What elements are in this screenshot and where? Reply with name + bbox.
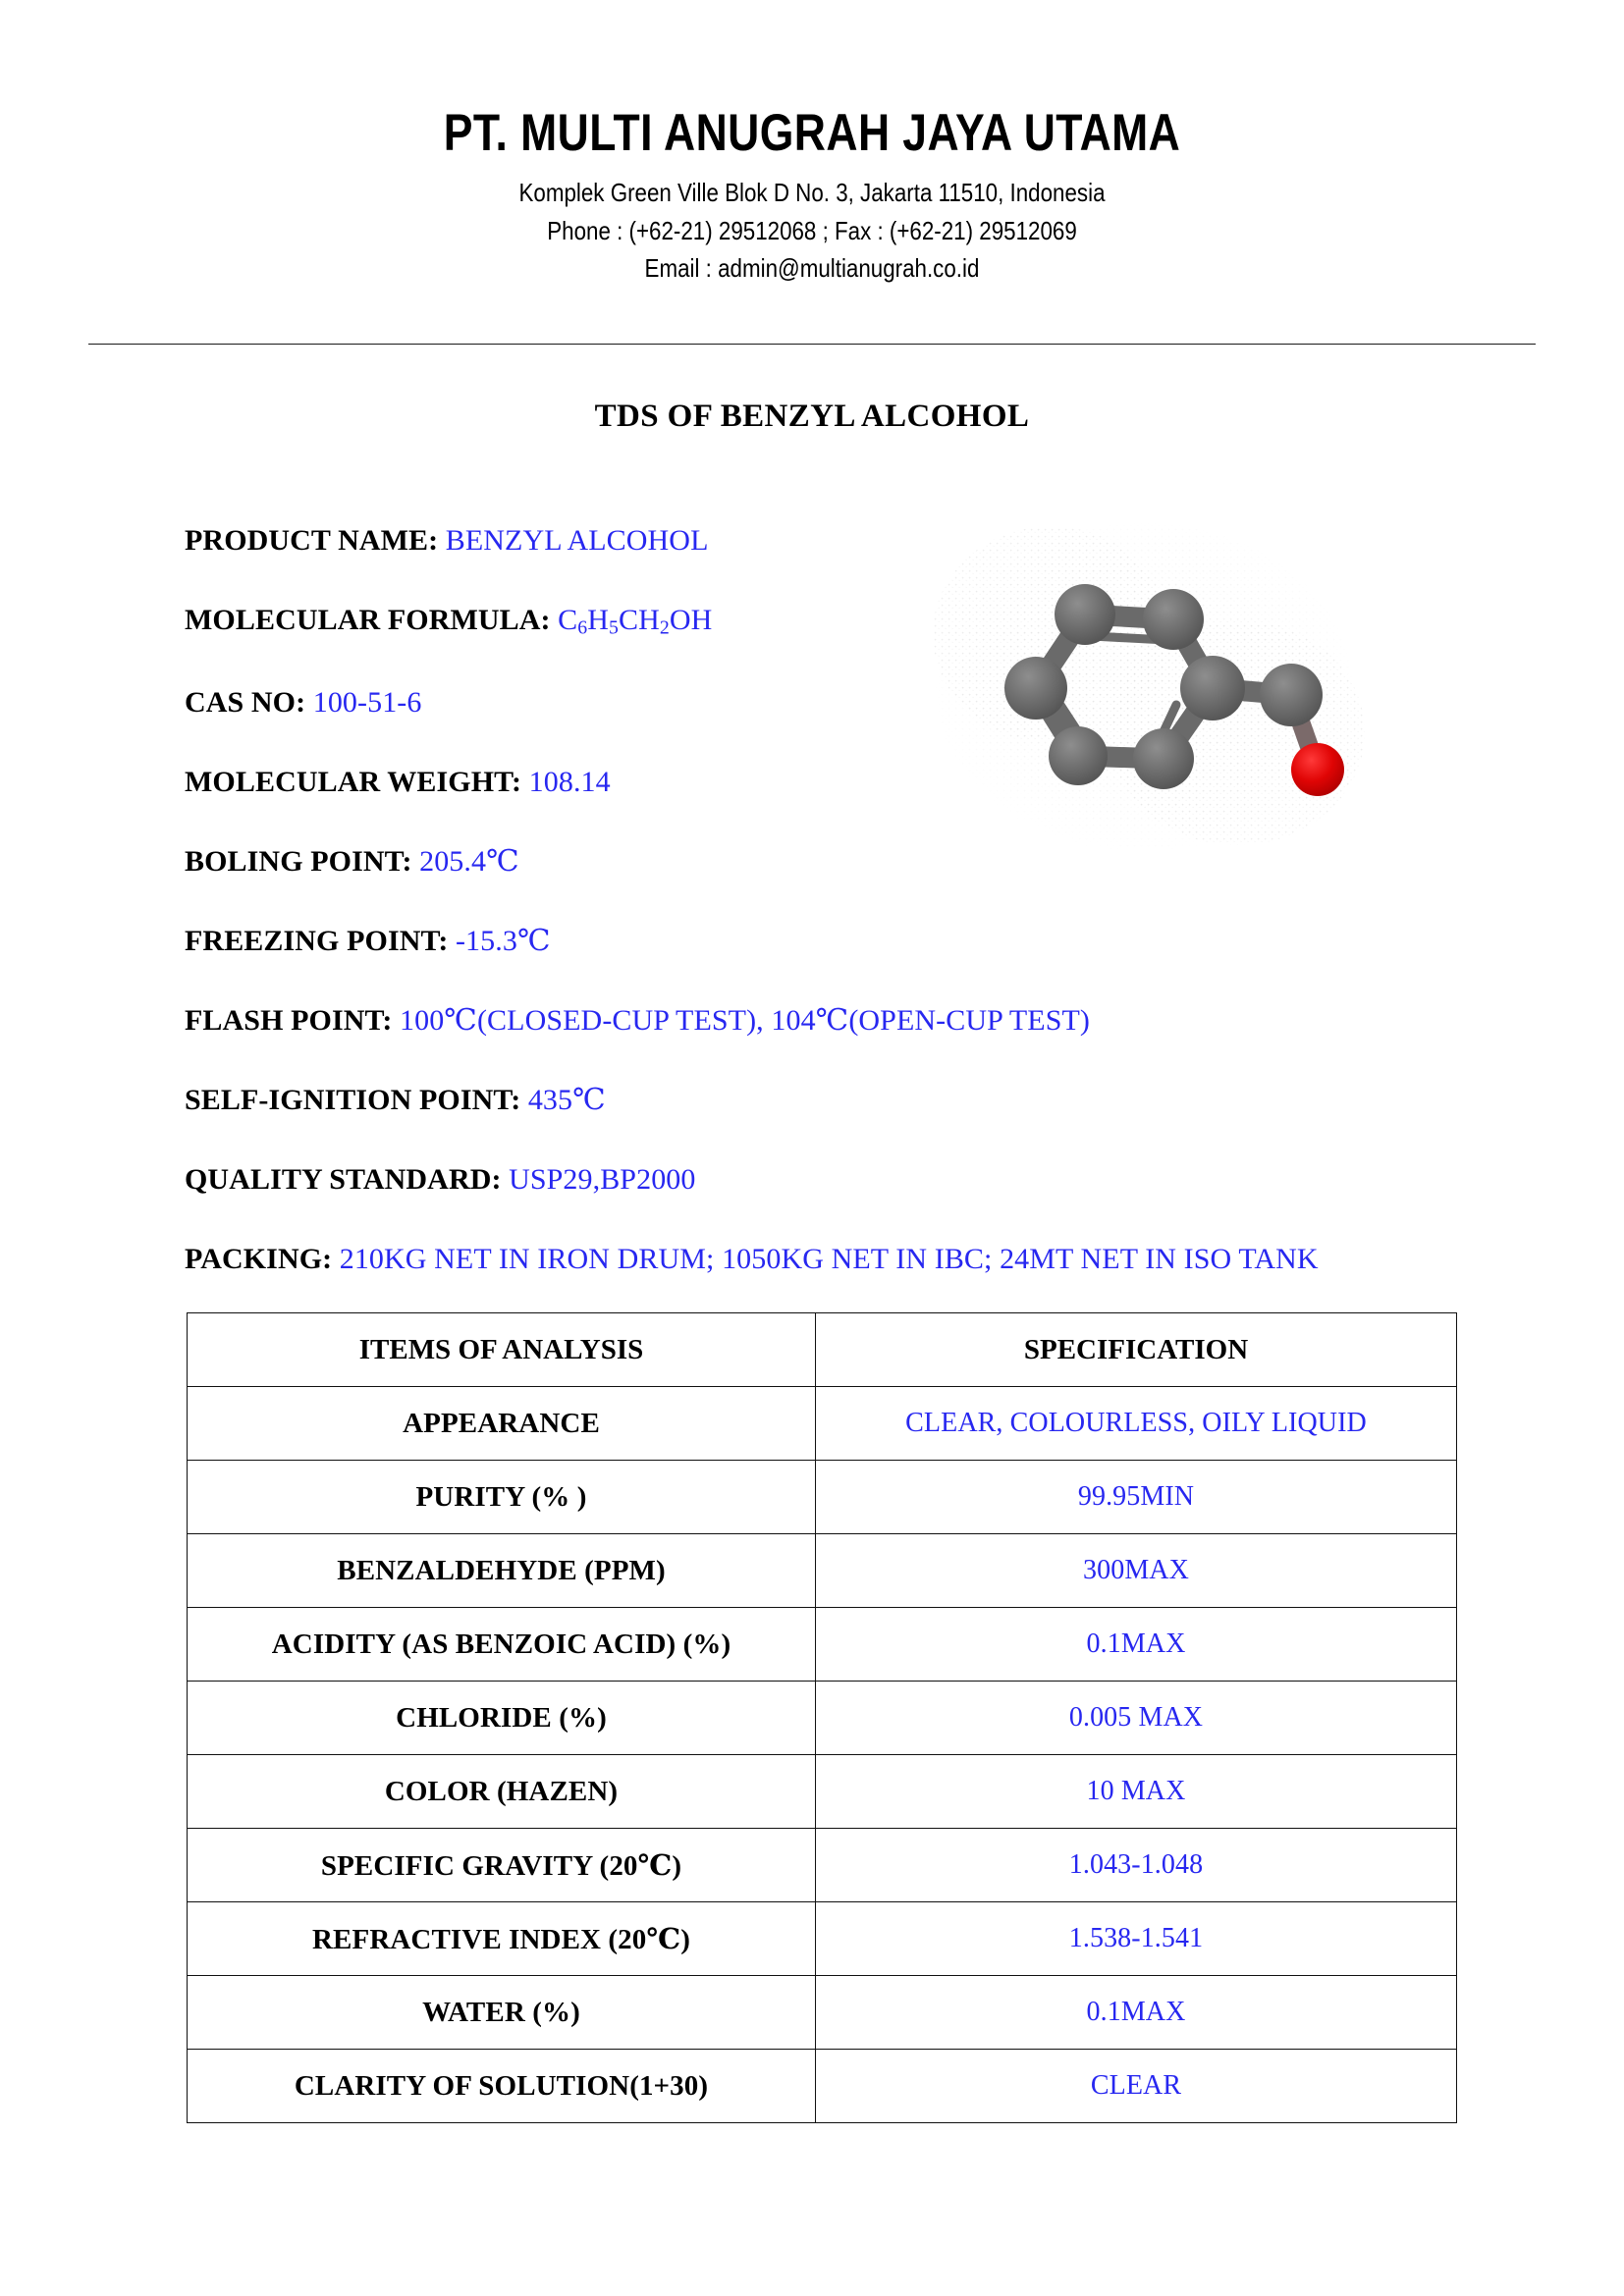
specification-cell: 300MAX bbox=[816, 1534, 1457, 1608]
company-name: PT. MULTI ANUGRAH JAYA UTAMA bbox=[443, 104, 1181, 162]
page-title: TDS OF BENZYL ALCOHOL bbox=[594, 399, 1030, 434]
column-header-specification: SPECIFICATION bbox=[816, 1313, 1457, 1387]
property-row bbox=[185, 1006, 1451, 1036]
specification-cell: 0.005 MAX bbox=[816, 1682, 1457, 1755]
analysis-item-cell: WATER (%) bbox=[188, 1976, 816, 2050]
specification-cell: 10 MAX bbox=[816, 1755, 1457, 1829]
table-row bbox=[188, 1387, 1457, 1461]
analysis-item-cell: SPECIFIC GRAVITY (20℃) bbox=[188, 1829, 816, 1902]
company-email: Email : admin@multianugrah.co.id bbox=[644, 253, 980, 284]
property-label: PACKING: bbox=[185, 1243, 333, 1276]
table-row bbox=[188, 1682, 1457, 1755]
specification-cell: 0.1MAX bbox=[816, 1976, 1457, 2050]
specification-cell: CLEAR bbox=[816, 2050, 1457, 2123]
table-row bbox=[188, 1608, 1457, 1682]
property-value: USP29,BP2000 bbox=[509, 1163, 696, 1197]
analysis-item-cell: PURITY (% ) bbox=[188, 1461, 816, 1534]
benzyl-alcohol-molecule-image bbox=[913, 487, 1394, 909]
table-row bbox=[188, 1829, 1457, 1902]
property-row bbox=[185, 1165, 1451, 1195]
analysis-item-cell: CHLORIDE (%) bbox=[188, 1682, 816, 1755]
analysis-item-cell: REFRACTIVE INDEX (20℃) bbox=[188, 1902, 816, 1976]
property-row bbox=[185, 1245, 1451, 1274]
property-value: 435℃ bbox=[527, 1084, 606, 1117]
property-label: MOLECULAR FORMULA: bbox=[185, 604, 551, 636]
table-row bbox=[188, 1534, 1457, 1608]
table-row bbox=[188, 1976, 1457, 2050]
table-body bbox=[188, 1387, 1457, 2123]
molecular-formula-value: $C_6H_5CH_2OH$ bbox=[558, 604, 713, 639]
property-value: -15.3℃ bbox=[455, 925, 551, 958]
property-label: FREEZING POINT: bbox=[185, 925, 449, 958]
property-label: FLASH POINT: bbox=[185, 1004, 393, 1038]
table-row bbox=[188, 2050, 1457, 2123]
property-label: QUALITY STANDARD: bbox=[185, 1163, 502, 1197]
table-row bbox=[188, 1461, 1457, 1534]
property-value: BENZYL ALCOHOL bbox=[445, 524, 709, 557]
specification-cell: 99.95MIN bbox=[816, 1461, 1457, 1534]
column-header-items: ITEMS OF ANALYSIS bbox=[188, 1313, 816, 1387]
analysis-item-cell: CLARITY OF SOLUTION(1+30) bbox=[188, 2050, 816, 2123]
specification-cell: 0.1MAX bbox=[816, 1608, 1457, 1682]
property-label: SELF-IGNITION POINT: bbox=[185, 1084, 521, 1117]
analysis-item-cell: APPEARANCE bbox=[188, 1387, 816, 1461]
property-label: CAS NO: bbox=[185, 686, 306, 720]
company-address: Komplek Green Ville Blok D No. 3, Jakarta 11510, Indonesia bbox=[518, 177, 1106, 207]
property-value: 205.4℃ bbox=[419, 845, 519, 879]
specification-cell: 1.043-1.048 bbox=[816, 1829, 1457, 1902]
property-value: 210KG NET IN IRON DRUM; 1050KG NET IN IBC; 24MT NET IN ISO TANK bbox=[339, 1243, 1319, 1276]
oxygen-atom bbox=[1291, 743, 1344, 796]
property-value: 108.14 bbox=[528, 766, 611, 799]
property-value: 100℃(CLOSED-CUP TEST), 104℃(OPEN-CUP TEST) bbox=[400, 1004, 1091, 1038]
specification-cell: 1.538-1.541 bbox=[816, 1902, 1457, 1976]
table-row bbox=[188, 1755, 1457, 1829]
table-header-row bbox=[188, 1313, 1457, 1387]
specification-table bbox=[187, 1312, 1457, 2123]
analysis-item-cell: COLOR (HAZEN) bbox=[188, 1755, 816, 1829]
analysis-item-cell: ACIDITY (AS BENZOIC ACID) (%) bbox=[188, 1608, 816, 1682]
property-label: PRODUCT NAME: bbox=[185, 524, 439, 557]
property-row bbox=[185, 927, 1451, 956]
table-row bbox=[188, 1902, 1457, 1976]
company-phone-fax: Phone : (+62-21) 29512068 ; Fax : (+62-21) 29512069 bbox=[547, 215, 1077, 245]
property-label: BOLING POINT: bbox=[185, 845, 412, 879]
specification-cell: CLEAR, COLOURLESS, OILY LIQUID bbox=[816, 1387, 1457, 1461]
analysis-item-cell: BENZALDEHYDE (PPM) bbox=[188, 1534, 816, 1608]
header-divider bbox=[88, 344, 1536, 345]
property-label: MOLECULAR WEIGHT: bbox=[185, 766, 522, 799]
property-value: 100-51-6 bbox=[312, 686, 422, 720]
letterhead bbox=[0, 0, 1624, 287]
property-row bbox=[185, 1086, 1451, 1115]
